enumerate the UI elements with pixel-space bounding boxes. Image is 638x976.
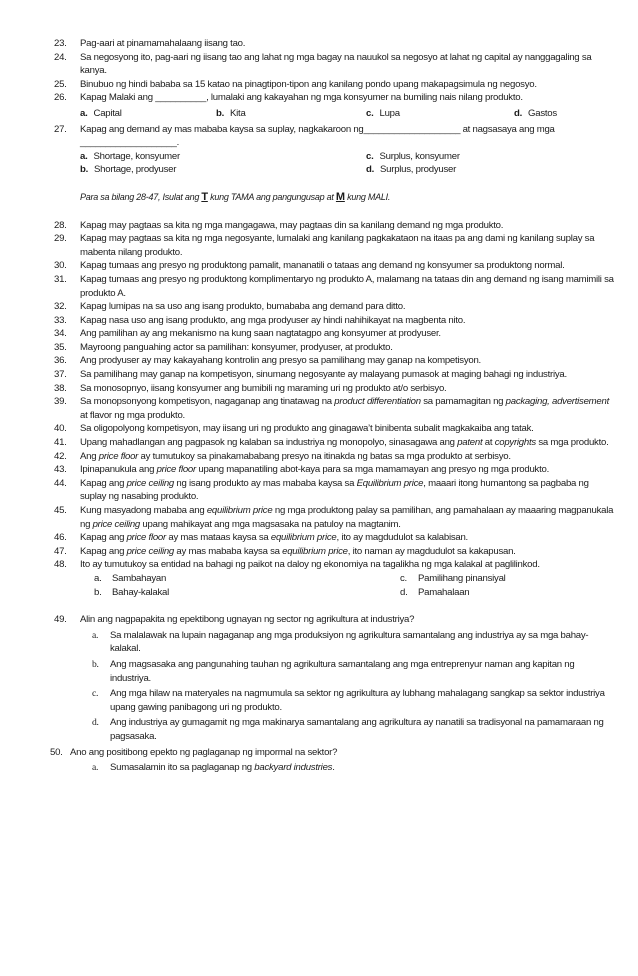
choice-a[interactable]: a. Sa malalawak na lupain nagaganap ang mga produksiyon ng agrikultura samantalang ang industriya ay sa mga bahay-kalakal. — [92, 629, 589, 655]
question-text: Ang prodyuser ay may kakayahang kontrolin ang presyo sa pamilihang may ganap na kompetisyon. — [80, 355, 481, 367]
question-31 — [54, 273, 614, 300]
question-32 — [54, 300, 614, 314]
question-number: 39. — [54, 396, 67, 408]
question-number: 28. — [54, 219, 67, 231]
question-text: Kung masyadong mababa ang equilibrium price ng mga produktong palay sa pamilihan, ang pamahalaan ay maaaring magpanukala ng price ceiling upang mahikayat ang mga magsasaka na patuloy na magtanim. — [80, 505, 614, 530]
question-number: 40. — [54, 423, 67, 435]
choice-a[interactable]: a. Sumasalamin ito sa paglaganap ng backyard industries. — [92, 762, 335, 774]
question-24 — [54, 51, 614, 78]
choice-a[interactable]: a. Capital — [80, 107, 122, 119]
question-28 — [54, 219, 614, 233]
choices-26 — [54, 107, 614, 121]
question-number: 47. — [54, 545, 67, 557]
question-44 — [54, 477, 614, 504]
choices-48-row1 — [54, 572, 614, 586]
question-number: 29. — [54, 233, 67, 245]
question-38 — [54, 382, 614, 396]
question-49 — [54, 613, 614, 627]
question-text: Kapag tumaas ang presyo ng produktong komplimentaryo ng produkto A, malamang na tataas din ang demand ng isang mamimili sa produkto A. — [80, 273, 614, 299]
question-36 — [54, 354, 614, 368]
question-29 — [54, 232, 614, 259]
question-47 — [54, 545, 614, 559]
choice-b[interactable]: b. Kita — [216, 107, 246, 119]
question-number: 25. — [54, 78, 67, 90]
question-text: Kapag ang price ceiling ay mas mababa kaysa sa equilibrium price, ito naman ay magdudulot sa kakapusan. — [80, 545, 516, 557]
question-text: Kapag may pagtaas sa kita ng mga mangagawa, may pagtaas din sa kanilang demand ng mga produkto. — [80, 219, 504, 231]
choices-27-row1 — [54, 150, 614, 164]
question-number: 49. — [54, 614, 67, 626]
question-number: 44. — [54, 477, 67, 489]
question-33 — [54, 314, 614, 328]
question-text: Kapag may pagtaas sa kita ng mga negosyante, lumalaki ang kanilang pagkakataon na itaas pa ang dami ng kanilang suplay sa mabenta nilang produkto. — [80, 233, 595, 258]
question-number: 37. — [54, 369, 67, 381]
question-text: Ang pamilihan ay ang mekanismo na kung saan nagtatagpo ang konsyumer at prodyuser. — [80, 328, 441, 340]
question-number: 41. — [54, 437, 67, 449]
question-text: Mayroong panguahing actor sa pamilihan: konsyumer, prodyuser, at produkto. — [80, 341, 393, 353]
question-23 — [54, 37, 614, 51]
true-marker: T — [201, 190, 208, 203]
question-39 — [54, 395, 614, 422]
question-text: Kapag ang price ceiling ng isang produkto ay mas mababa kaysa sa Equilibrium price, maaari itong humantong sa pagbaba ng suplay ng nasabing produkto. — [80, 477, 589, 503]
question-27 — [54, 123, 614, 150]
question-number: 30. — [54, 260, 67, 272]
question-40 — [54, 422, 614, 436]
question-30 — [54, 259, 614, 273]
choice-c[interactable]: c. Lupa — [366, 107, 400, 119]
question-45 — [54, 504, 614, 531]
question-text: Sa monopsonyong kompetisyon, nagaganap ang tinatawag na product differentiation sa pamamagitan ng packaging, advertisement at flavor ng mga produkto. — [80, 396, 609, 421]
question-text: Upang mahadlangan ang pagpasok ng kalaban sa industriya ng monopolyo, sinasagawa ang patent at copyrights sa mga produkto. — [80, 437, 609, 449]
question-42 — [54, 450, 614, 464]
question-text: Kapag ang price floor ay mas mataas kaysa sa equilibrium price, ito ay magdudulot sa kalabisan. — [80, 532, 468, 544]
question-50 — [50, 746, 614, 760]
question-34 — [54, 327, 614, 341]
question-26 — [54, 91, 614, 105]
choice-a[interactable]: a. Shortage, konsyumer — [80, 150, 180, 162]
question-46 — [54, 531, 614, 545]
question-number: 46. — [54, 532, 67, 544]
question-number: 36. — [54, 355, 67, 367]
question-text: Alin ang nagpapakita ng epektibong ugnayan ng sector ng agrikultura at industriya? — [80, 614, 415, 626]
question-number: 43. — [54, 464, 67, 476]
choice-b[interactable]: b. Ang magsasaka ang pangunahing tauhan ng agrikultura samantalang ang mga entreprenyur naman ang kapitan ng industriya. — [92, 658, 575, 684]
question-text: Kapag Malaki ang __________, lumalaki ang kakayahan ng mga konsyumer na bumiling nais nilang produkto. — [80, 92, 523, 104]
choice-d[interactable]: d. Ang industriya ay gumagamit ng mga makinarya samantalang ang agrikultura ay nanatili sa tradisyonal na pamamaraan ng pagsasaka. — [92, 717, 604, 742]
question-text: Pag-aari at pinamamahalaang iisang tao. — [80, 38, 246, 49]
question-48 — [54, 558, 614, 572]
spacer — [54, 599, 614, 613]
choice-d[interactable]: d. Surplus, prodyuser — [366, 164, 457, 176]
question-number: 23. — [54, 38, 67, 49]
question-text: Ano ang positibong epekto ng paglaganap ng impormal na sektor? — [70, 746, 338, 758]
choice-a[interactable]: a. Sambahayan — [94, 572, 167, 584]
question-number: 38. — [54, 382, 67, 394]
question-37 — [54, 368, 614, 382]
choice-c[interactable]: c. Surplus, konsyumer — [366, 150, 460, 162]
question-41 — [54, 436, 614, 450]
question-number: 50. — [50, 746, 63, 758]
choice-d[interactable]: d. Gastos — [514, 107, 557, 119]
question-number: 42. — [54, 450, 67, 462]
question-text: Kapag ang demand ay mas mababa kaysa sa suplay, nagkakaroon ng___________________ at nagsasaya ang mga ___________________. — [80, 123, 555, 149]
question-number: 27. — [54, 123, 67, 135]
question-number: 32. — [54, 301, 67, 313]
false-marker: M — [335, 190, 345, 203]
question-43 — [54, 463, 614, 477]
choice-b[interactable]: b. Shortage, prodyuser — [80, 164, 177, 176]
question-text: Sa pamilihang may ganap na kompetisyon, sinumang negosyante ay malayang pumasok at maging bahagi ng industriya. — [80, 369, 567, 381]
question-text: Sa oligopolyong kompetisyon, may iisang uri ng produkto ang ginagawa’t binibenta subalit magkakaiba ang tatak. — [80, 423, 534, 435]
choice-c[interactable]: c. Pamilihang pinansiyal — [400, 572, 506, 584]
choice-d[interactable]: d. Pamahalaan — [400, 586, 470, 598]
question-number: 26. — [54, 92, 67, 104]
question-25 — [54, 78, 614, 92]
question-text: Ang price floor ay tumutukoy sa pinakamababang presyo na itinakda ng batas sa mga produkto at serbisyo. — [80, 450, 511, 462]
choice-c[interactable]: c. Ang mga hilaw na materyales na nagmumula sa sektor ng agrikultura ay lubhang mahalagang sangkap sa sektor industriya upang gawing panibagong uri ng produkto. — [92, 688, 605, 713]
question-number: 33. — [54, 314, 67, 326]
question-text: Ito ay tumutukoy sa entidad na bahagi ng paikot na daloy ng ekonomiya na tagalikha ng mga kalakal at paglilinkod. — [80, 559, 540, 571]
question-text: Ipinapanukula ang price floor upang mapanatiling abot-kaya para sa mga mamamayan ang presyo ng mga produkto. — [80, 464, 549, 476]
question-number: 24. — [54, 51, 67, 63]
question-number: 45. — [54, 505, 67, 516]
choices-48-row2 — [54, 586, 614, 600]
question-number: 35. — [54, 341, 67, 353]
question-text: Sa monosopnyo, iisang konsyumer ang bumibili ng maraming uri ng produkto at/o serbisyo. — [80, 382, 447, 394]
question-text: Binubuo ng hindi bababa sa 15 katao na pinagtipon-tipon ang kanilang pondo upang makapagsimula ng negosyo. — [80, 78, 537, 90]
choices-27-row2 — [54, 163, 614, 177]
question-text: Kapag tumaas ang presyo ng produktong pamalit, mananatili o tataas ang demand ng konsyumer sa produktong normal. — [80, 260, 565, 272]
question-number: 48. — [54, 559, 67, 571]
choice-b[interactable]: b. Bahay-kalakal — [94, 586, 170, 598]
question-text: Kapag nasa uso ang isang produkto, ang mga prodyuser ay hindi nahihikayat na magbenta nito. — [80, 314, 466, 326]
question-text: Kapag lumipas na sa uso ang isang produkto, bumababa ang demand para ditto. — [80, 301, 406, 313]
instruction-28-47: Para sa bilang 28-47, Isulat ang T kung TAMA ang pangungusap at M kung MALI. — [80, 190, 391, 203]
question-text: Sa negosyong ito, pag-aari ng iisang tao ang lahat ng mga bagay na nauukol sa negosyo at lahat ng capital ay nanggagaling sa kanya. — [80, 51, 592, 77]
question-35 — [54, 341, 614, 355]
question-number: 34. — [54, 328, 67, 340]
question-number: 31. — [54, 273, 67, 285]
